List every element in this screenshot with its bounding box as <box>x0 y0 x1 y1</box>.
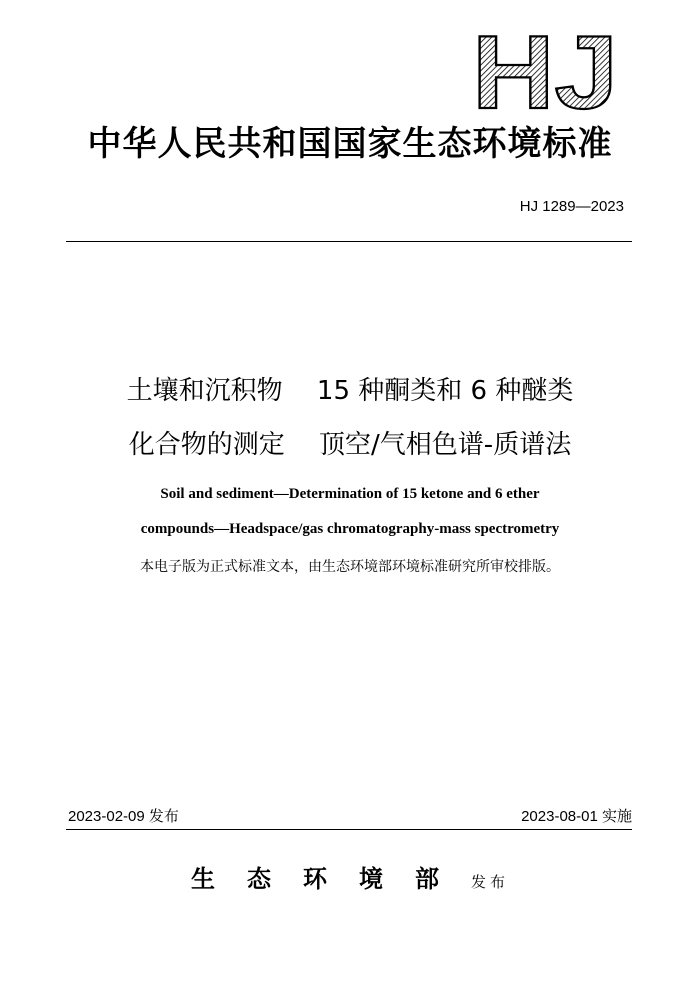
title-en-line-2: compounds—Headspace/gas chromatography-mass spectrometry <box>140 521 560 537</box>
issuer-suffix: 发布 <box>470 873 509 891</box>
issuer-line <box>0 863 700 898</box>
title-cn-line-1: 土壤和沉积物 15 种酮类和 6 种醚类 <box>126 376 574 406</box>
header-divider <box>66 241 632 242</box>
issue-date: 2023-02-09 发布 <box>68 808 179 825</box>
hj-logo <box>470 30 620 112</box>
edition-note: 本电子版为正式标准文本，由生态环境部环境标准研究所审校排版。 <box>140 559 560 575</box>
org-title: 中华人民共和国国家生态环境标准 <box>87 124 613 164</box>
logo-text: HJ <box>472 30 618 112</box>
standard-number: HJ 1289—2023 <box>519 198 624 215</box>
title-en-line-1: Soil and sediment—Determination of 15 ketone and 6 ether <box>160 486 540 502</box>
title-cn-line-2: 化合物的测定 顶空/气相色谱-质谱法 <box>128 430 572 460</box>
footer-divider <box>66 829 632 830</box>
issuer-name: 生态环境部 <box>190 864 471 893</box>
implementation-date: 2023-08-01 实施 <box>521 808 632 825</box>
